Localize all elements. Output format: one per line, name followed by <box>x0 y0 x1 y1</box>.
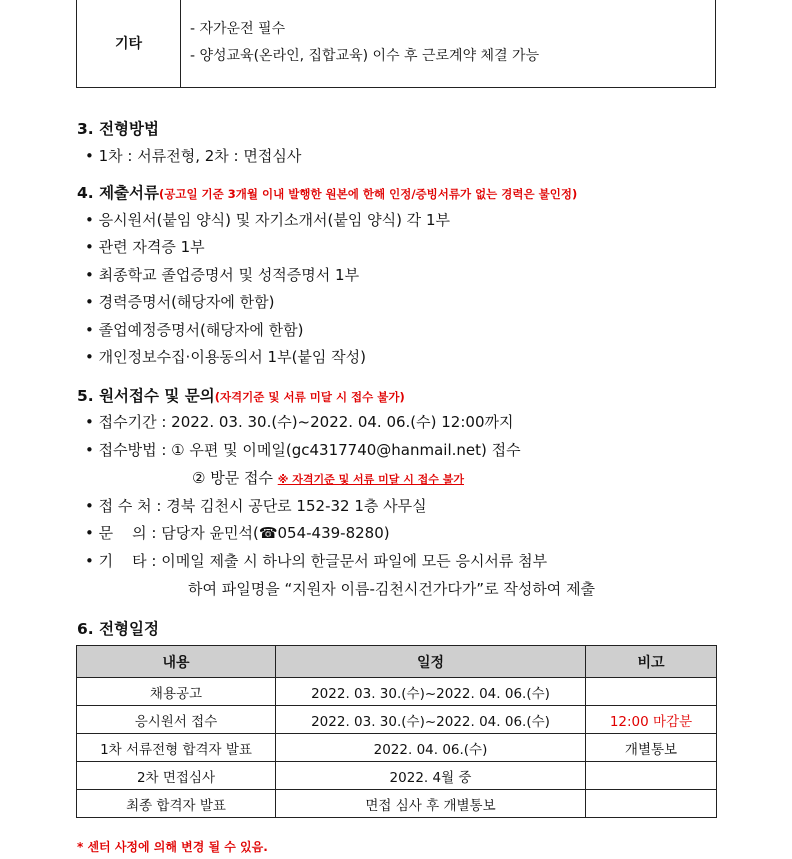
table-divider <box>180 0 181 87</box>
cell <box>586 762 717 790</box>
misc-table <box>76 0 716 88</box>
table-row <box>77 734 717 762</box>
footnote: * 센터 사정에 의해 변경 될 수 있음. <box>77 840 268 854</box>
apply-method-1: • 접수방법 : ① 우편 및 이메일(gc4317740@hanmail.net) 접수 <box>85 441 521 459</box>
etc-line-2: 하여 파일명을 “지원자 이름-김천시건가다가”로 작성하여 제출 <box>188 580 596 598</box>
section-5-title <box>77 384 405 406</box>
etc-line-1: • 기 타 : 이메일 제출 시 하나의 한글문서 파일에 모든 응시서류 첨부 <box>85 552 548 570</box>
apply-period: • 접수기간 : 2022. 03. 30.(수)~2022. 04. 06.(수) 12:00까지 <box>85 413 514 431</box>
cell: 면접 심사 후 개별통보 <box>276 790 586 818</box>
cell: 채용공고 <box>77 678 276 706</box>
section-3-title: 3. 전형방법 <box>77 120 159 138</box>
doc-item: • 개인정보수집·이용동의서 1부(붙임 작성) <box>85 348 367 366</box>
cell: 응시원서 접수 <box>77 706 276 734</box>
contact-info: • 문 의 : 담당자 윤민석(☎054-439-8280) <box>85 524 390 542</box>
apply-method-2-note: ※ 자격기준 및 서류 미달 시 접수 불가 <box>277 473 464 486</box>
header-remark: 비고 <box>586 646 717 678</box>
schedule-table <box>76 645 717 818</box>
section-5-note: (자격기준 및 서류 미달 시 접수 불가) <box>214 390 405 404</box>
misc-line-1: - 자가운전 필수 <box>190 21 286 37</box>
doc-item: • 응시원서(붙임 양식) 및 자기소개서(붙임 양식) 각 1부 <box>85 211 450 229</box>
doc-item: • 최종학교 졸업증명서 및 성적증명서 1부 <box>85 266 360 284</box>
cell: 2022. 03. 30.(수)~2022. 04. 06.(수) <box>276 678 586 706</box>
doc-item: • 졸업예정증명서(해당자에 한함) <box>85 321 304 339</box>
doc-item: • 경력증명서(해당자에 한함) <box>85 293 275 311</box>
section-6-title: 6. 전형일정 <box>77 620 159 638</box>
table-row <box>77 706 717 734</box>
misc-label: 기타 <box>114 35 143 52</box>
cell: 2022. 4월 중 <box>276 762 586 790</box>
table-row <box>77 790 717 818</box>
cell: 1차 서류전형 합격자 발표 <box>77 734 276 762</box>
section-4-title <box>77 181 577 203</box>
cell: 2022. 03. 30.(수)~2022. 04. 06.(수) <box>276 706 586 734</box>
apply-method-2-text: ② 방문 접수 <box>192 469 278 487</box>
header-content: 내용 <box>77 646 276 678</box>
doc-item: • 관련 자격증 1부 <box>85 238 205 256</box>
table-row <box>77 762 717 790</box>
cell: 2022. 04. 06.(수) <box>276 734 586 762</box>
cell <box>586 790 717 818</box>
table-row <box>77 678 717 706</box>
cell: 최종 합격자 발표 <box>77 790 276 818</box>
section-4-note: (공고일 기준 3개월 이내 발행한 원본에 한해 인정/증빙서류가 없는 경력은 불인정) <box>158 187 578 201</box>
cell-deadline: 12:00 마감분 <box>586 706 717 734</box>
section-4-title-text: 4. 제출서류 <box>77 184 159 202</box>
misc-line-2: - 양성교육(온라인, 집합교육) 이수 후 근로계약 체결 가능 <box>190 48 540 64</box>
cell: 개별통보 <box>586 734 717 762</box>
cell <box>586 678 717 706</box>
apply-place: • 접 수 처 : 경북 김천시 공단로 152-32 1층 사무실 <box>85 497 427 515</box>
section-3-item: • 1차 : 서류전형, 2차 : 면접심사 <box>85 147 302 165</box>
table-header-row <box>77 646 717 678</box>
cell: 2차 면접심사 <box>77 762 276 790</box>
apply-method-2 <box>192 467 464 488</box>
header-schedule: 일정 <box>276 646 586 678</box>
section-5-title-text: 5. 원서접수 및 문의 <box>77 387 215 405</box>
